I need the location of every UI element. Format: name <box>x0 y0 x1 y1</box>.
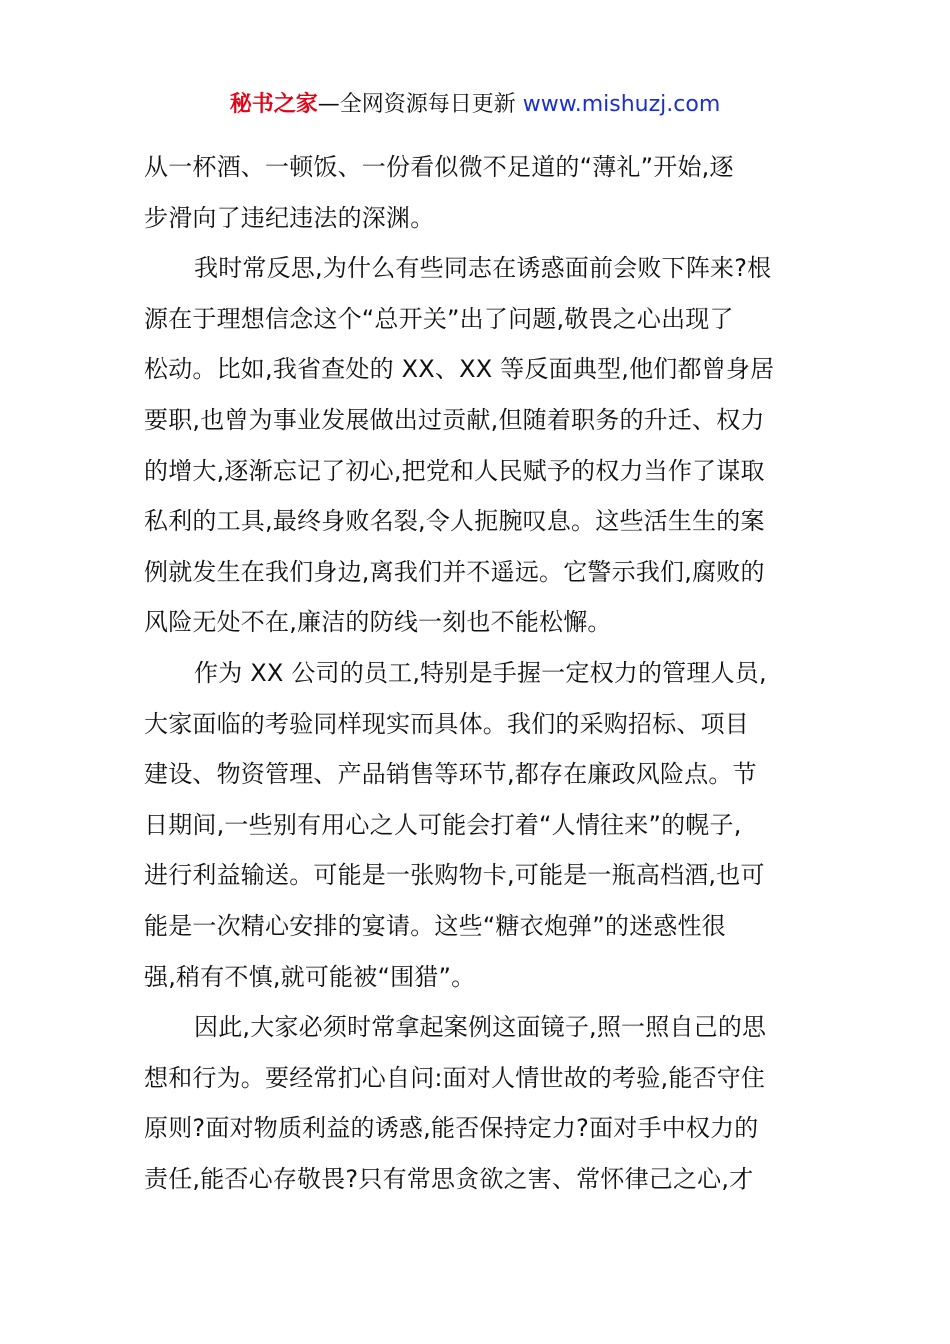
paragraph-2 <box>144 243 809 648</box>
text-line: 要职,也曾为事业发展做出过贡献,但随着职务的升迁、权力 <box>144 405 765 434</box>
text-line: 因此,大家必须时常拿起案例这面镜子,照一照自己的思 <box>194 1013 767 1042</box>
text-line: 原则?面对物质利益的诱惑,能否保持定力?面对手中权力的 <box>144 1114 759 1143</box>
text-line: 风险无处不在,廉洁的防线一刻也不能松懈。 <box>144 608 612 637</box>
text-line: 从一杯酒、一顿饭、一份看似微不足道的“薄礼”开始,逐 <box>144 153 734 181</box>
text-line: 大家面临的考验同样现实而具体。我们的采购招标、项目 <box>144 709 749 738</box>
header-url[interactable]: www.mishuzj.com <box>522 92 721 117</box>
text-line: 责任,能否心存敬畏?只有常思贪欲之害、常怀律己之心,才 <box>144 1164 754 1193</box>
text-line: 的增大,逐渐忘记了初心,把党和人民赋予的权力当作了谋取 <box>144 456 765 485</box>
page-header <box>0 88 950 122</box>
paragraph-4 <box>144 1002 809 1204</box>
brand-name: 秘书之家 <box>229 92 318 117</box>
text-line: 进行利益输送。可能是一张购物卡,可能是一瓶高档酒,也可 <box>144 861 765 890</box>
text-line: 步滑向了违纪违法的深渊。 <box>144 203 435 232</box>
header-slogan: —全网资源每日更新 <box>317 92 523 117</box>
text-line: 作为 XX 公司的员工,特别是手握一定权力的管理人员, <box>194 658 767 687</box>
text-line: 我时常反思,为什么有些同志在诱惑面前会败下阵来?根 <box>194 254 772 283</box>
text-line: 日期间,一些别有用心之人可能会打着“人情往来”的幌子, <box>144 810 742 839</box>
text-line: 建设、物资管理、产品销售等环节,都存在廉政风险点。节 <box>144 760 757 789</box>
paragraph-3 <box>144 648 809 1002</box>
text-line: 想和行为。要经常扪心自问:面对人情世故的考验,能否守住 <box>144 1063 766 1092</box>
text-line: 例就发生在我们身边,离我们并不遥远。它警示我们,腐败的 <box>144 557 765 586</box>
text-line: 源在于理想信念这个“总开关”出了问题,敬畏之心出现了 <box>144 304 734 333</box>
paragraph-1 <box>144 142 809 243</box>
text-line: 私利的工具,最终身败名裂,令人扼腕叹息。这些活生生的案 <box>144 507 765 536</box>
text-line: 强,稍有不慎,就可能被“围猎”。 <box>144 962 476 991</box>
document-body <box>144 142 809 1204</box>
text-line: 能是一次精心安排的宴请。这些“糖衣炮弹”的迷惑性很 <box>144 911 726 940</box>
text-line: 松动。比如,我省查处的 XX、XX 等反面典型,他们都曾身居 <box>144 355 775 384</box>
